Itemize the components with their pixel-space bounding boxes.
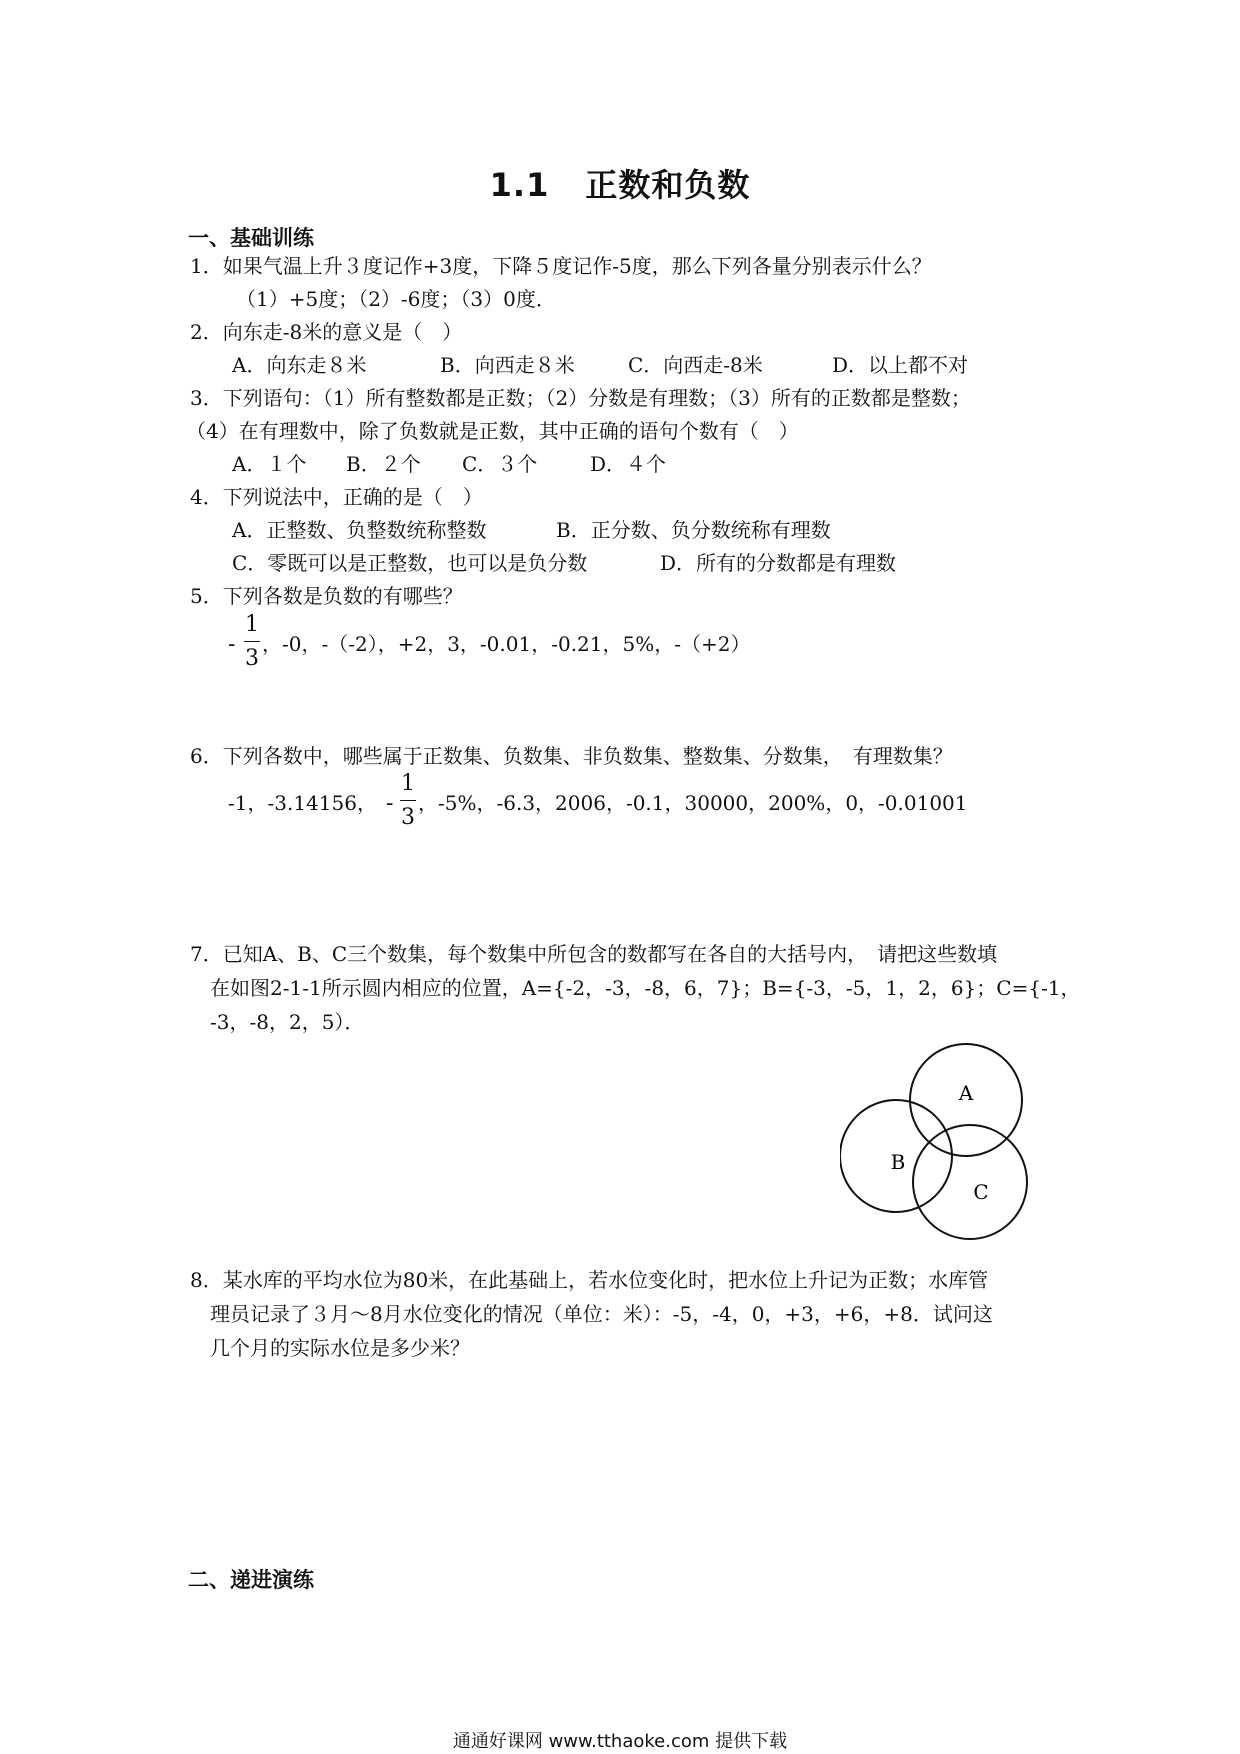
question-6-stem: 6．下列各数中，哪些属于正数集、负数集、非负数集、整数集、分数集， 有理数集？	[190, 744, 953, 768]
question-7-line3: -3，-8，2，5）．	[210, 1010, 365, 1034]
question-4-stem: 4．下列说法中，正确的是（ ）	[190, 485, 483, 509]
fraction-bar	[400, 800, 416, 801]
section-number: 1.1	[489, 166, 550, 204]
fraction-denominator: 3	[245, 646, 259, 671]
section-heading-basic: 一、基础训练	[188, 226, 314, 250]
question-5-fraction	[244, 612, 260, 671]
circle-c	[913, 1125, 1027, 1239]
label-a: A	[958, 1081, 974, 1105]
question-3-stem-line1: 3．下列语句：（1）所有整数都是正数；（2）分数是有理数；（3）所有的正数都是整数；	[190, 386, 971, 410]
question-2-option-d: D．以上都不对	[832, 353, 969, 377]
question-6-fraction	[400, 771, 416, 830]
question-2-option-b: B．向西走８米	[440, 353, 575, 377]
question-4-option-d: D．所有的分数都是有理数	[660, 551, 897, 575]
question-6-numbers-after: ，-5%，-6.3，2006，-0.1，30000，200%，0，-0.01001	[418, 791, 968, 815]
title-text: 正数和负数	[585, 166, 751, 204]
question-4-option-a: A．正整数、负整数统称整数	[232, 518, 487, 542]
question-5-minus-sign: -	[228, 632, 236, 657]
page-title	[0, 160, 1240, 206]
question-6-numbers-before: -1，-3.14156，	[228, 791, 377, 815]
question-1-items: （1）+5度；（2）-6度；（3）0度．	[236, 287, 556, 311]
question-8-line2: 理员记录了３月～8月水位变化的情况（单位：米）：-5，-4，0，+3，+6，+8．试问这	[210, 1302, 993, 1326]
question-3-stem-line2: （4）在有理数中，除了负数就是正数，其中正确的语句个数有（ ）	[186, 419, 799, 443]
page-footer: 通通好课网 www.tthaoke.com 提供下载	[452, 1731, 788, 1752]
question-4-option-c: C．零既可以是正整数，也可以是负分数	[232, 551, 588, 575]
question-3-option-a: A．１个	[232, 452, 307, 476]
question-7-line1: 7．已知A、B、C三个数集，每个数集中所包含的数都写在各自的大括号内， 请把这些数填	[190, 942, 998, 966]
question-2-option-c: C．向西走-8米	[628, 353, 763, 377]
fraction-bar	[244, 641, 260, 642]
label-c: C	[973, 1180, 989, 1204]
question-3-option-c: C．３个	[462, 452, 538, 476]
fraction-numerator: 1	[401, 771, 415, 796]
venn-diagram	[840, 1040, 1060, 1250]
question-2-option-a: A．向东走８米	[232, 353, 367, 377]
question-2-stem: 2．向东走-8米的意义是（ ）	[190, 320, 463, 344]
label-b: B	[890, 1150, 906, 1174]
question-8-line1: 8．某水库的平均水位为80米，在此基础上，若水位变化时，把水位上升记为正数；水库管	[190, 1268, 989, 1292]
question-5-numbers: ，-0，-（-2），+2，3，-0.01，-0.21，5%，-（+2）	[262, 632, 751, 656]
fraction-denominator: 3	[401, 805, 415, 830]
question-1-stem: 1．如果气温上升３度记作+3度，下降５度记作-5度，那么下列各量分别表示什么？	[190, 254, 932, 278]
question-5-stem: 5．下列各数是负数的有哪些？	[190, 584, 463, 608]
fraction-numerator: 1	[245, 612, 259, 637]
question-4-option-b: B．正分数、负分数统称有理数	[556, 518, 831, 542]
question-3-option-d: D．４个	[590, 452, 667, 476]
question-3-option-b: B．２个	[346, 452, 421, 476]
question-6-minus-sign: -	[386, 791, 394, 816]
section-heading-advanced: 二、递进演练	[188, 1568, 314, 1592]
question-8-line3: 几个月的实际水位是多少米？	[210, 1336, 470, 1360]
question-7-line2: 在如图2-1-1所示圆内相应的位置，A={-2，-3，-8，6，7}；B={-3，-5，1，2，6}；C={-1，	[210, 976, 1081, 1000]
